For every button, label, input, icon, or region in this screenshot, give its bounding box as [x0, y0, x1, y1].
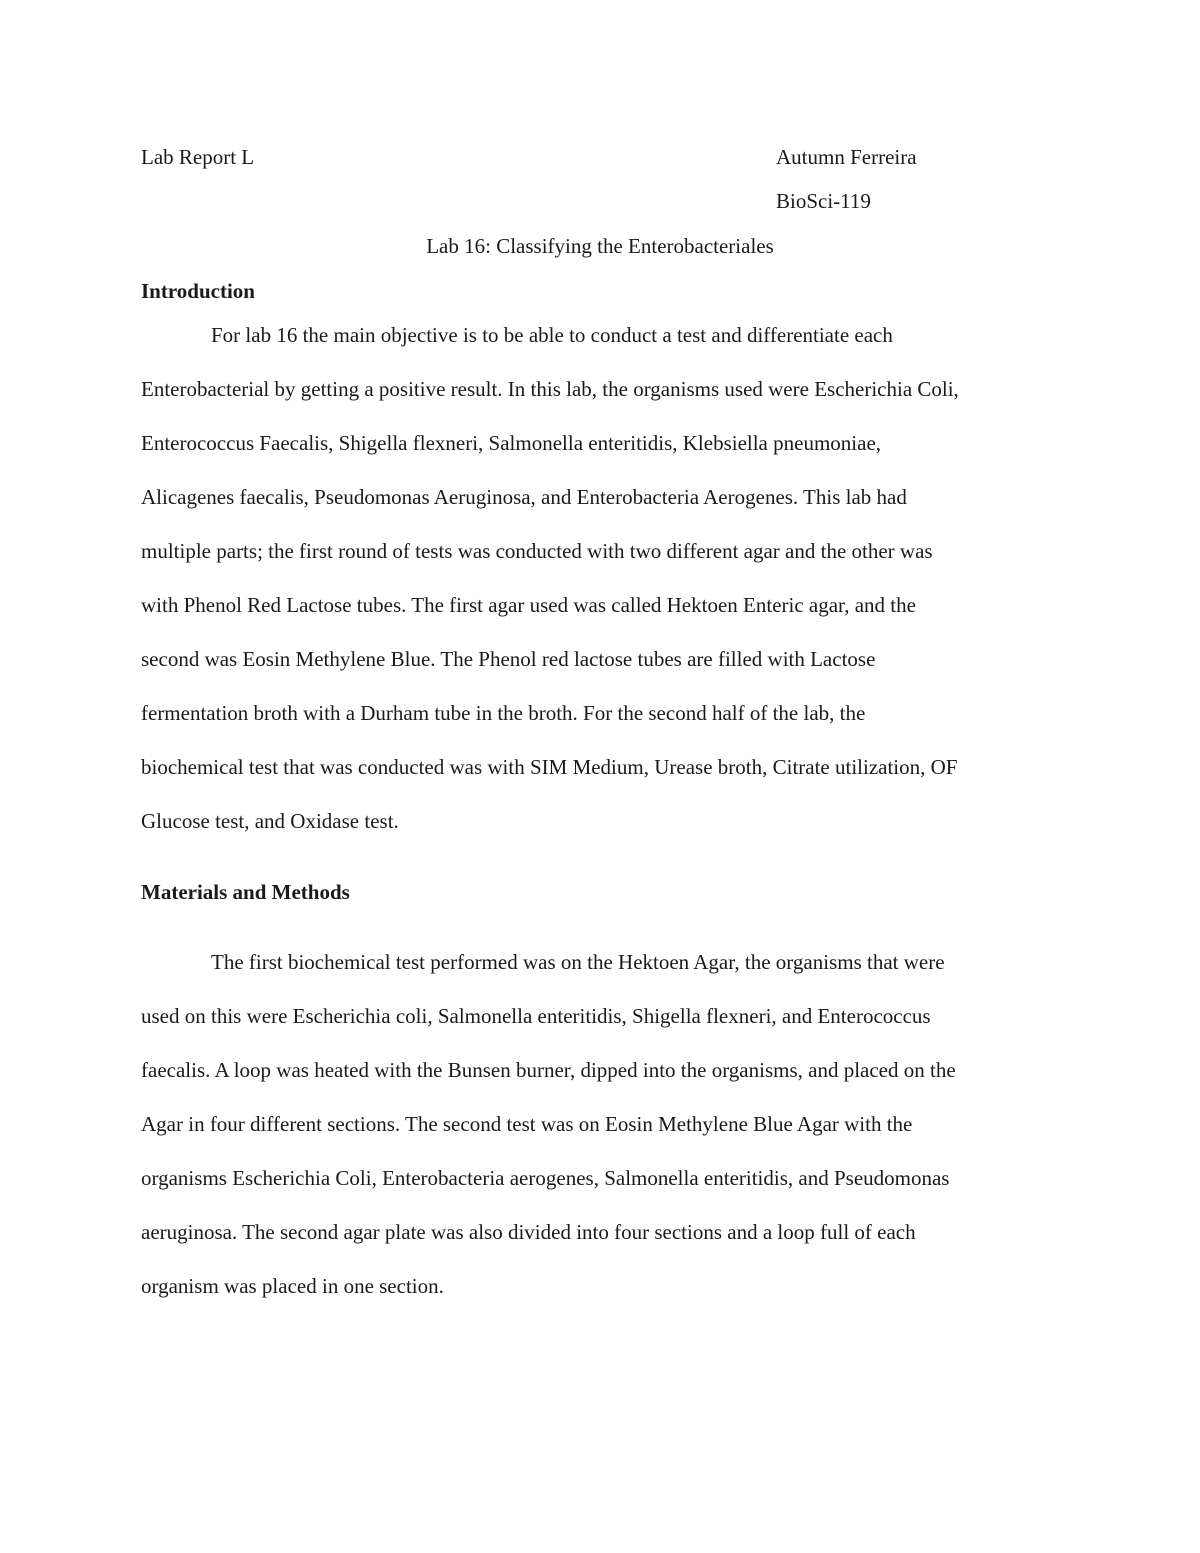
materials-methods-heading: Materials and Methods — [141, 880, 350, 904]
paragraph-line: with Phenol Red Lactose tubes. The first agar used was called Hektoen Enteric agar, and the — [141, 593, 916, 617]
report-label: Lab Report L — [141, 145, 255, 169]
paragraph-line: For lab 16 the main objective is to be able to conduct a test and differentiate each — [211, 323, 893, 347]
paragraph-line: fermentation broth with a Durham tube in the broth. For the second half of the lab, the — [141, 701, 866, 725]
materials-methods-paragraph — [141, 949, 1071, 1327]
paragraph-line: used on this were Escherichia coli, Salmonella enteritidis, Shigella flexneri, and Enterococcus — [141, 1004, 931, 1028]
introduction-heading: Introduction — [141, 279, 255, 303]
paragraph-line: aeruginosa. The second agar plate was also divided into four sections and a loop full of each — [141, 1220, 916, 1244]
paragraph-line: multiple parts; the first round of tests was conducted with two different agar and the other was — [141, 539, 933, 563]
introduction-paragraph — [141, 322, 1071, 862]
paragraph-line: organisms Escherichia Coli, Enterobacteria aerogenes, Salmonella enteritidis, and Pseudomonas — [141, 1166, 950, 1190]
paragraph-line: Glucose test, and Oxidase test. — [141, 809, 399, 833]
paragraph-line: faecalis. A loop was heated with the Bunsen burner, dipped into the organisms, and placed on the — [141, 1058, 956, 1082]
paragraph-line: Alicagenes faecalis, Pseudomonas Aeruginosa, and Enterobacteria Aerogenes. This lab had — [141, 485, 907, 509]
paragraph-line: The first biochemical test performed was on the Hektoen Agar, the organisms that were — [211, 950, 945, 974]
paragraph-line: organism was placed in one section. — [141, 1274, 444, 1298]
paragraph-line: Enterococcus Faecalis, Shigella flexneri, Salmonella enteritidis, Klebsiella pneumoniae, — [141, 431, 882, 455]
document-title: Lab 16: Classifying the Enterobacteriales — [426, 234, 774, 258]
paragraph-line: second was Eosin Methylene Blue. The Phenol red lactose tubes are filled with Lactose — [141, 647, 876, 671]
course-code: BioSci-119 — [776, 189, 871, 213]
paragraph-line: biochemical test that was conducted was with SIM Medium, Urease broth, Citrate utilization, OF — [141, 755, 958, 779]
paragraph-line: Agar in four different sections. The second test was on Eosin Methylene Blue Agar with the — [141, 1112, 913, 1136]
paragraph-line: Enterobacterial by getting a positive result. In this lab, the organisms used were Escherichia Coli, — [141, 377, 959, 401]
author-name: Autumn Ferreira — [776, 145, 917, 169]
